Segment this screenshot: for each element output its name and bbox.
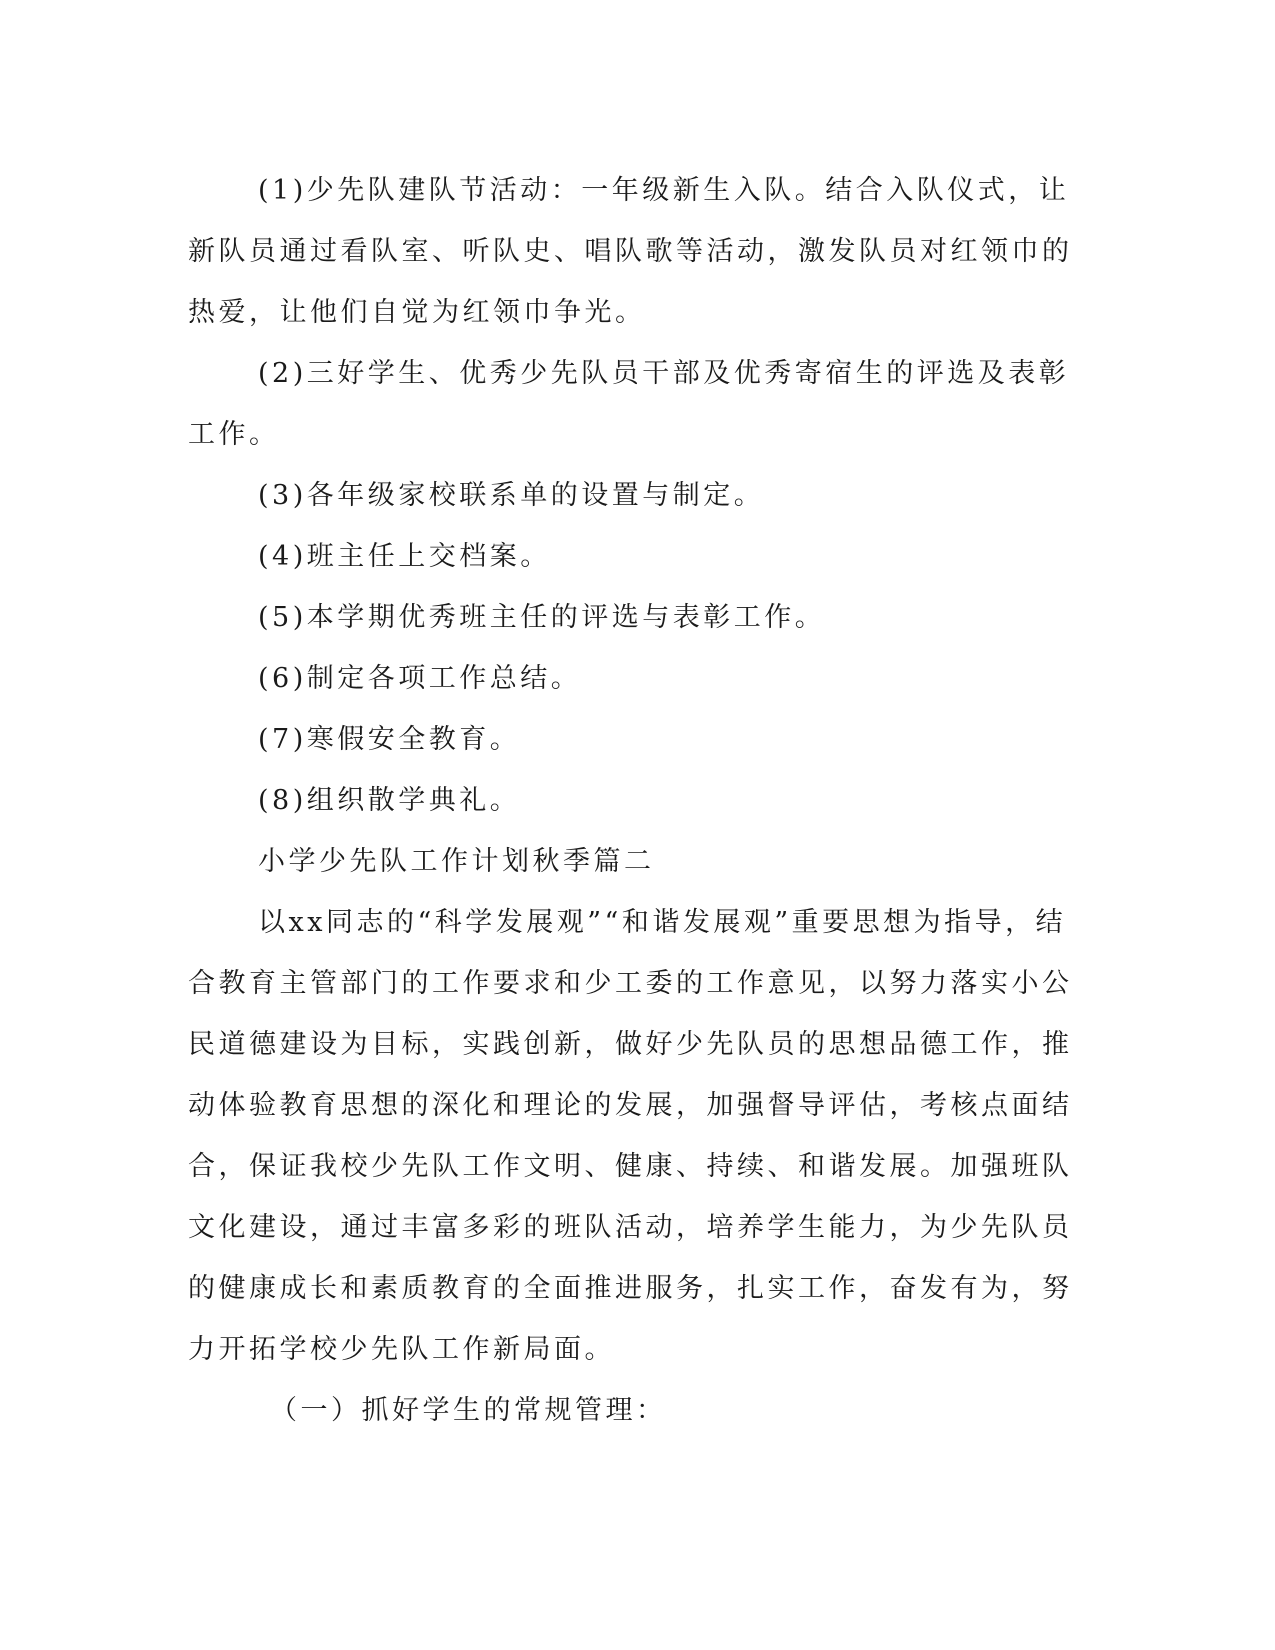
paragraph-item-4: (4)班主任上交档案。 (258, 541, 551, 572)
paragraph-item-1: (1)少先队建队节活动：一年级新生入队。结合入队仪式，让新队员通过看队室、听队史、唱队歌等活动，激发队员对红领巾的热爱，让他们自觉为红领巾争光。 (188, 175, 1073, 328)
paragraph-item-8: (8)组织散学典礼。 (258, 785, 521, 816)
section-heading: 小学少先队工作计划秋季篇二 (258, 846, 655, 877)
paragraph-item-6: (6)制定各项工作总结。 (258, 663, 582, 694)
paragraph-item-5: (5)本学期优秀班主任的评选与表彰工作。 (258, 602, 826, 633)
paragraph-item-3: (3)各年级家校联系单的设置与制定。 (258, 480, 765, 511)
document-body (188, 160, 1088, 1441)
paragraph-item-7: (7)寒假安全教育。 (258, 724, 521, 755)
paragraph-item-2: (2)三好学生、优秀少先队员干部及优秀寄宿生的评选及表彰工作。 (188, 358, 1070, 450)
subsection-heading: （一）抓好学生的常规管理： (270, 1395, 667, 1426)
section-body-paragraph: 以xx同志的“科学发展观”“和谐发展观”重要思想为指导，结合教育主管部门的工作要求和少工委的工作意见，以努力落实小公民道德建设为目标，实践创新，做好少先队员的思想品德工作，推动体验教育思想的深化和理论的发展，加强督导评估，考核点面结合，保证我校少先队工作文明、健康、持续、和谐发展。加强班队文化建设，通过丰富多彩的班队活动，培养学生能力，为少先队员的健康成长和素质教育的全面推进服务，扎实工作，奋发有为，努力开拓学校少先队工作新局面。 (188, 907, 1073, 1365)
